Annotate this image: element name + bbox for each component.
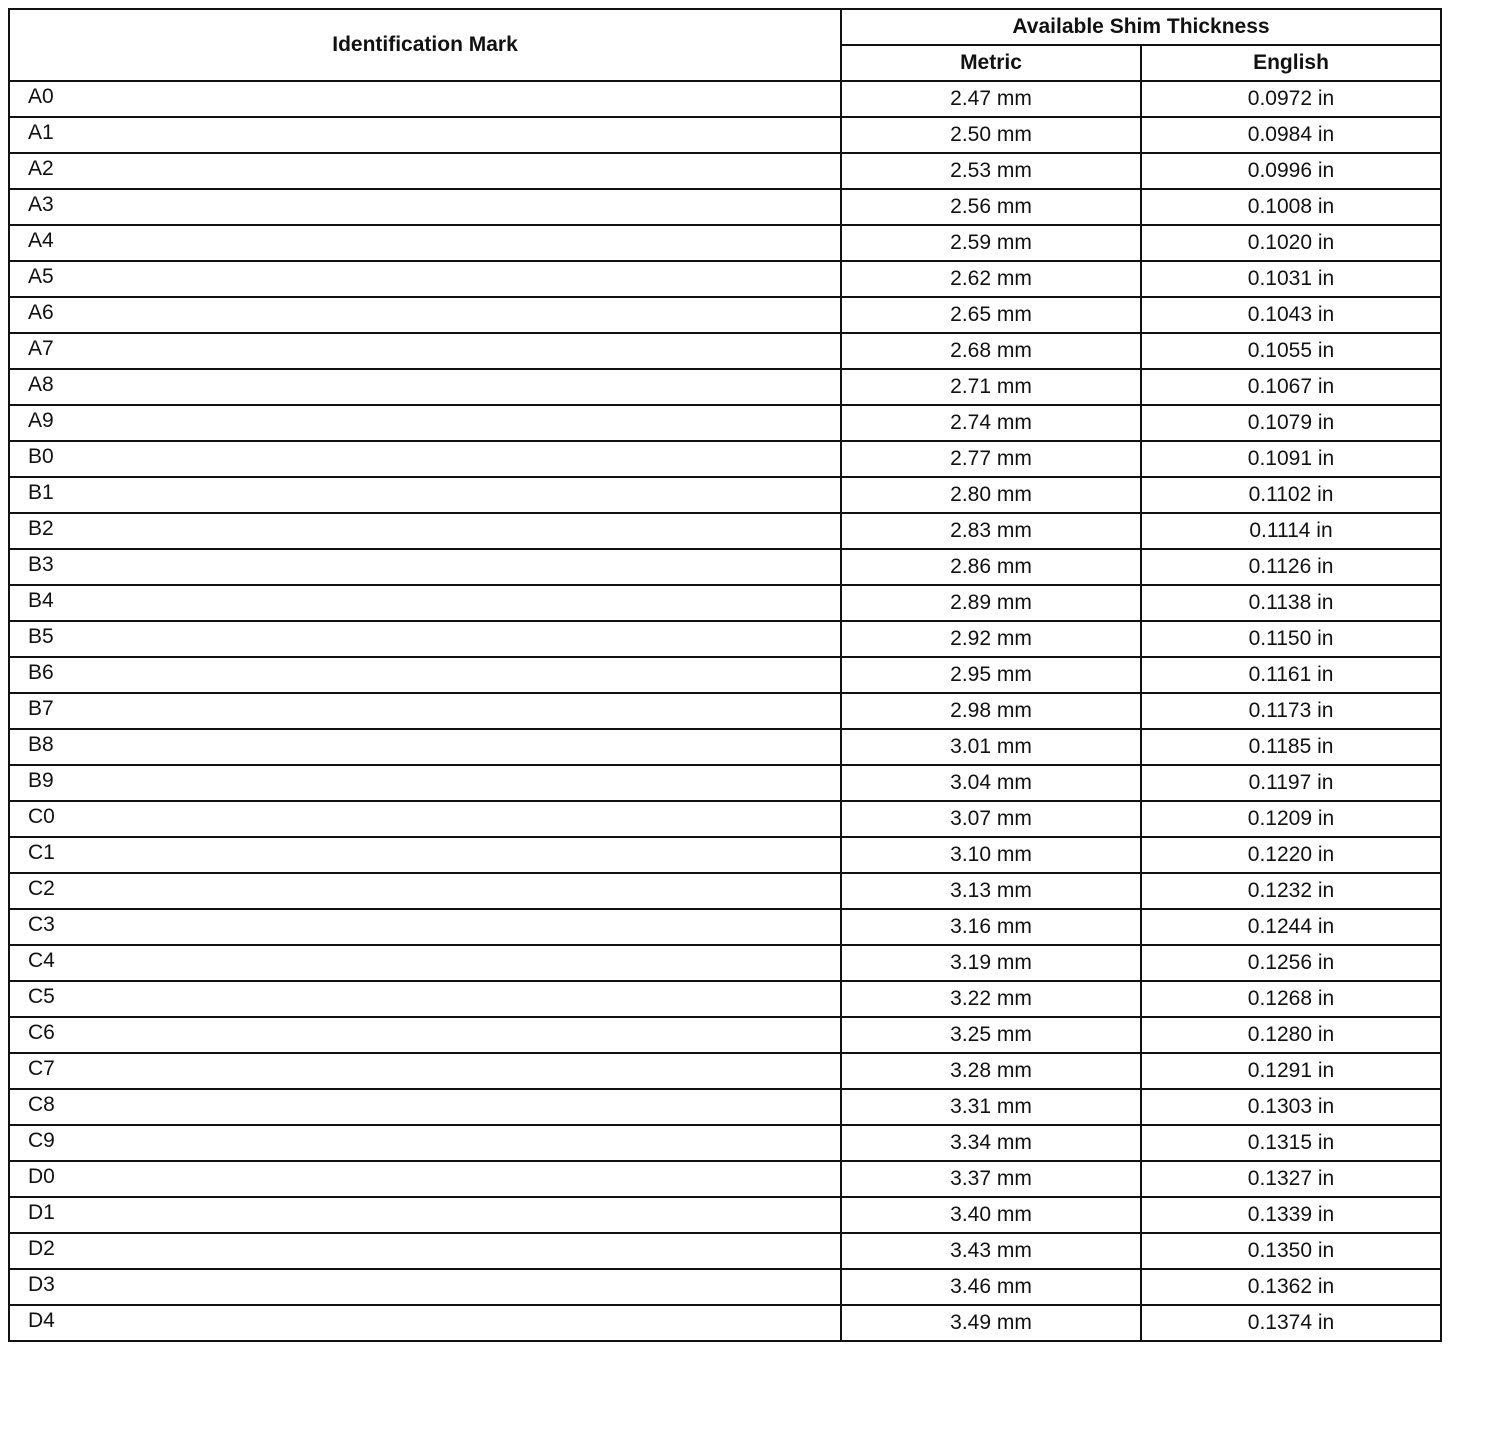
metric-thickness-cell: 3.04 mm (841, 765, 1141, 801)
english-thickness-cell: 0.1102 in (1141, 477, 1441, 513)
metric-thickness-cell: 3.34 mm (841, 1125, 1141, 1161)
metric-thickness-cell: 2.71 mm (841, 369, 1141, 405)
table-row (9, 909, 1441, 945)
english-thickness-cell: 0.1350 in (1141, 1233, 1441, 1269)
english-thickness-cell: 0.1232 in (1141, 873, 1441, 909)
metric-thickness-cell: 3.22 mm (841, 981, 1141, 1017)
english-thickness-cell: 0.1374 in (1141, 1305, 1441, 1341)
identification-mark-cell: C1 (9, 837, 841, 873)
table-row (9, 657, 1441, 693)
table-row (9, 1089, 1441, 1125)
identification-mark-cell: B4 (9, 585, 841, 621)
table-row (9, 801, 1441, 837)
metric-thickness-cell: 3.31 mm (841, 1089, 1141, 1125)
table-row (9, 693, 1441, 729)
english-thickness-cell: 0.1161 in (1141, 657, 1441, 693)
metric-thickness-cell: 2.53 mm (841, 153, 1141, 189)
metric-thickness-cell: 3.37 mm (841, 1161, 1141, 1197)
table-row (9, 981, 1441, 1017)
identification-mark-cell: B8 (9, 729, 841, 765)
identification-mark-cell: C3 (9, 909, 841, 945)
table-row (9, 153, 1441, 189)
table-row (9, 297, 1441, 333)
metric-thickness-cell: 3.43 mm (841, 1233, 1141, 1269)
table-row (9, 837, 1441, 873)
metric-thickness-cell: 3.13 mm (841, 873, 1141, 909)
english-thickness-cell: 0.1126 in (1141, 549, 1441, 585)
table-row (9, 477, 1441, 513)
english-thickness-cell: 0.1185 in (1141, 729, 1441, 765)
english-thickness-cell: 0.1220 in (1141, 837, 1441, 873)
english-thickness-cell: 0.1067 in (1141, 369, 1441, 405)
identification-mark-cell: A1 (9, 117, 841, 153)
identification-mark-cell: C6 (9, 1017, 841, 1053)
table-row (9, 513, 1441, 549)
table-row (9, 333, 1441, 369)
identification-mark-cell: C8 (9, 1089, 841, 1125)
metric-thickness-cell: 3.40 mm (841, 1197, 1141, 1233)
english-thickness-cell: 0.1339 in (1141, 1197, 1441, 1233)
table-row (9, 1197, 1441, 1233)
identification-mark-cell: B5 (9, 621, 841, 657)
metric-thickness-cell: 2.89 mm (841, 585, 1141, 621)
identification-mark-cell: A7 (9, 333, 841, 369)
identification-mark-cell: C0 (9, 801, 841, 837)
english-thickness-cell: 0.0972 in (1141, 81, 1441, 117)
identification-mark-cell: A5 (9, 261, 841, 297)
metric-thickness-cell: 2.56 mm (841, 189, 1141, 225)
table-row (9, 1161, 1441, 1197)
metric-thickness-cell: 2.50 mm (841, 117, 1141, 153)
english-thickness-cell: 0.1055 in (1141, 333, 1441, 369)
identification-mark-cell: A4 (9, 225, 841, 261)
metric-thickness-cell: 2.68 mm (841, 333, 1141, 369)
identification-mark-cell: D4 (9, 1305, 841, 1341)
table-body (9, 81, 1441, 1341)
identification-mark-cell: A9 (9, 405, 841, 441)
metric-thickness-cell: 2.74 mm (841, 405, 1141, 441)
english-thickness-cell: 0.1303 in (1141, 1089, 1441, 1125)
metric-thickness-cell: 2.95 mm (841, 657, 1141, 693)
metric-thickness-cell: 2.83 mm (841, 513, 1141, 549)
identification-mark-cell: A8 (9, 369, 841, 405)
available-shim-thickness-header: Available Shim Thickness (841, 9, 1441, 45)
metric-thickness-cell: 3.49 mm (841, 1305, 1141, 1341)
identification-mark-cell: B1 (9, 477, 841, 513)
english-thickness-cell: 0.1327 in (1141, 1161, 1441, 1197)
english-thickness-cell: 0.1031 in (1141, 261, 1441, 297)
english-thickness-cell: 0.1256 in (1141, 945, 1441, 981)
metric-thickness-cell: 3.46 mm (841, 1269, 1141, 1305)
english-thickness-cell: 0.1268 in (1141, 981, 1441, 1017)
table-row (9, 585, 1441, 621)
english-thickness-cell: 0.1150 in (1141, 621, 1441, 657)
metric-thickness-cell: 2.47 mm (841, 81, 1141, 117)
shim-thickness-table (8, 8, 1442, 1342)
identification-mark-cell: A3 (9, 189, 841, 225)
metric-thickness-cell: 3.19 mm (841, 945, 1141, 981)
table-row (9, 405, 1441, 441)
english-thickness-cell: 0.1173 in (1141, 693, 1441, 729)
english-thickness-cell: 0.1138 in (1141, 585, 1441, 621)
identification-mark-cell: C7 (9, 1053, 841, 1089)
english-thickness-cell: 0.1079 in (1141, 405, 1441, 441)
identification-mark-cell: D2 (9, 1233, 841, 1269)
table-header (9, 9, 1441, 81)
english-thickness-cell: 0.1043 in (1141, 297, 1441, 333)
identification-mark-header: Identification Mark (9, 9, 841, 81)
identification-mark-cell: B7 (9, 693, 841, 729)
table-row (9, 225, 1441, 261)
english-thickness-cell: 0.1291 in (1141, 1053, 1441, 1089)
identification-mark-cell: A0 (9, 81, 841, 117)
table-row (9, 1269, 1441, 1305)
identification-mark-cell: B6 (9, 657, 841, 693)
metric-thickness-cell: 2.65 mm (841, 297, 1141, 333)
english-thickness-cell: 0.1008 in (1141, 189, 1441, 225)
english-thickness-cell: 0.1091 in (1141, 441, 1441, 477)
identification-mark-cell: B9 (9, 765, 841, 801)
metric-thickness-cell: 3.28 mm (841, 1053, 1141, 1089)
identification-mark-cell: C4 (9, 945, 841, 981)
identification-mark-cell: C5 (9, 981, 841, 1017)
table-row (9, 117, 1441, 153)
english-thickness-cell: 0.1362 in (1141, 1269, 1441, 1305)
table-row (9, 261, 1441, 297)
table-row (9, 1053, 1441, 1089)
table-row (9, 1305, 1441, 1341)
identification-mark-cell: C2 (9, 873, 841, 909)
identification-mark-cell: C9 (9, 1125, 841, 1161)
metric-thickness-cell: 3.25 mm (841, 1017, 1141, 1053)
english-thickness-cell: 0.1280 in (1141, 1017, 1441, 1053)
table-row (9, 1125, 1441, 1161)
metric-thickness-cell: 3.07 mm (841, 801, 1141, 837)
identification-mark-cell: B0 (9, 441, 841, 477)
table-row (9, 873, 1441, 909)
table-row (9, 945, 1441, 981)
table-row (9, 729, 1441, 765)
table-row (9, 621, 1441, 657)
identification-mark-cell: A6 (9, 297, 841, 333)
metric-thickness-cell: 2.59 mm (841, 225, 1141, 261)
identification-mark-cell: D3 (9, 1269, 841, 1305)
english-thickness-cell: 0.1209 in (1141, 801, 1441, 837)
metric-thickness-cell: 2.77 mm (841, 441, 1141, 477)
table-row (9, 441, 1441, 477)
english-thickness-cell: 0.0984 in (1141, 117, 1441, 153)
table-row (9, 81, 1441, 117)
table-row (9, 549, 1441, 585)
english-thickness-cell: 0.0996 in (1141, 153, 1441, 189)
metric-thickness-cell: 3.16 mm (841, 909, 1141, 945)
identification-mark-cell: D1 (9, 1197, 841, 1233)
metric-thickness-cell: 2.80 mm (841, 477, 1141, 513)
header-row-top (9, 9, 1441, 45)
english-thickness-cell: 0.1244 in (1141, 909, 1441, 945)
metric-thickness-cell: 2.86 mm (841, 549, 1141, 585)
identification-mark-cell: B2 (9, 513, 841, 549)
metric-thickness-cell: 3.01 mm (841, 729, 1141, 765)
table-row (9, 189, 1441, 225)
table-row (9, 1233, 1441, 1269)
english-thickness-cell: 0.1114 in (1141, 513, 1441, 549)
metric-thickness-cell: 3.10 mm (841, 837, 1141, 873)
english-header: English (1141, 45, 1441, 81)
identification-mark-cell: A2 (9, 153, 841, 189)
metric-header: Metric (841, 45, 1141, 81)
table-row (9, 765, 1441, 801)
english-thickness-cell: 0.1020 in (1141, 225, 1441, 261)
metric-thickness-cell: 2.62 mm (841, 261, 1141, 297)
english-thickness-cell: 0.1315 in (1141, 1125, 1441, 1161)
english-thickness-cell: 0.1197 in (1141, 765, 1441, 801)
table-row (9, 1017, 1441, 1053)
identification-mark-cell: D0 (9, 1161, 841, 1197)
table-row (9, 369, 1441, 405)
identification-mark-cell: B3 (9, 549, 841, 585)
metric-thickness-cell: 2.98 mm (841, 693, 1141, 729)
metric-thickness-cell: 2.92 mm (841, 621, 1141, 657)
